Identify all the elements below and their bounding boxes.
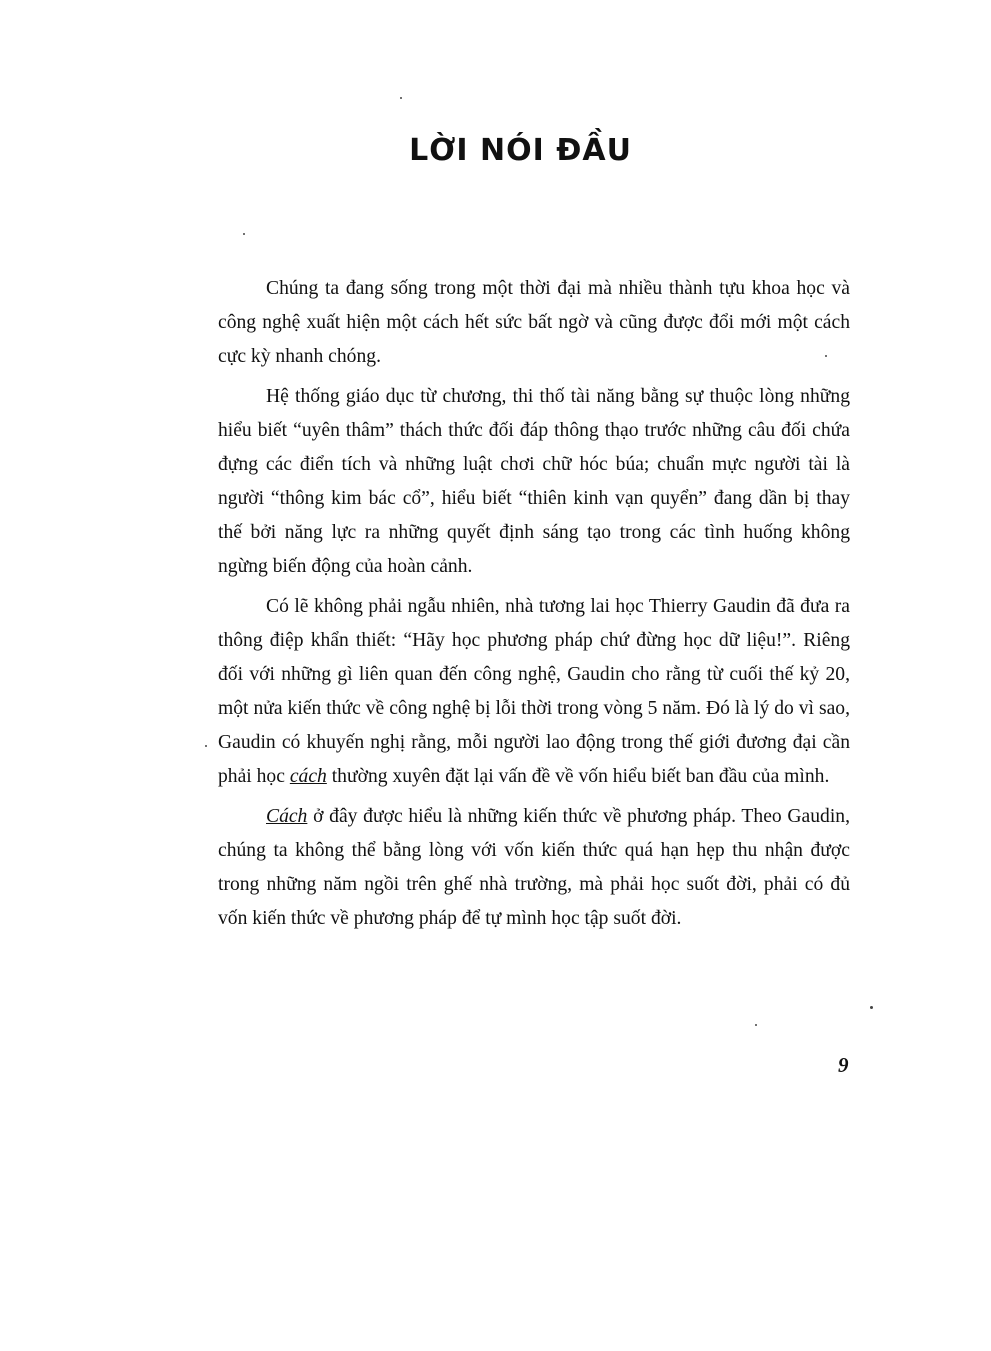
paragraph-1-text: Chúng ta đang sống trong một thời đại mà nhiều thành tựu khoa học và công nghệ xuất hiện một cách hết sức bất ngờ và cũng được đổi mới một cách cực kỳ nhanh chóng.: [218, 278, 850, 367]
body-text: [218, 272, 850, 942]
paragraph-4-text: ở đây được hiểu là những kiến thức về phương pháp. Theo Gaudin, chúng ta không thể bằng lòng với vốn kiến thức quá hạn hẹp thu nhận được trong những năm ngồi trên ghế nhà trường, mà phải học suốt đời, phải có đủ vốn kiến thức về phương pháp để tự mình học tập suốt đời.: [218, 806, 850, 929]
paragraph-4: [218, 800, 850, 936]
emphasis-cach-start: Cách: [266, 806, 308, 827]
page-title: LỜI NÓI ĐẦU: [409, 133, 632, 168]
emphasis-cach: cách: [289, 766, 327, 787]
scan-speck: [870, 1006, 873, 1009]
paragraph-3-text-after: thường xuyên đặt lại vấn đề về vốn hiểu biết ban đầu của mình.: [326, 766, 830, 787]
paragraph-3-text-before: Có lẽ không phải ngẫu nhiên, nhà tương lai học Thierry Gaudin đã đưa ra thông điệp khẩn thiết: “Hãy học phương pháp chứ đừng học dữ liệu!”. Riêng đối với những gì liên quan đến công nghệ, Gaudin cho rằng từ cuối thế kỷ 20, một nửa kiến thức về công nghệ bị lỗi thời trong vòng 5 năm. Đó là lý do vì sao, Gaudin có khuyến nghị rằng, mỗi người lao động trong thế giới đương đại cần phải học: [218, 596, 850, 787]
scan-speck: [755, 1024, 757, 1026]
scan-speck: [205, 745, 207, 747]
page-number: 9: [838, 1053, 849, 1077]
scan-speck: [400, 97, 402, 99]
paragraph-3: [218, 590, 850, 794]
paragraph-1: [218, 272, 850, 374]
scan-speck: [243, 233, 245, 235]
paragraph-2-text: Hệ thống giáo dục từ chương, thi thố tài năng bằng sự thuộc lòng những hiểu biết “uyên thâm” thách thức đối đáp thông thạo trước những câu đối chứa đựng các điển tích và những luật chơi chữ hóc búa; chuẩn mực người tài là người “thông kim bác cổ”, hiểu biết “thiên kinh vạn quyển” đang dần bị thay thế bởi năng lực ra những quyết định sáng tạo trong các tình huống không ngừng biến động của hoàn cảnh.: [218, 386, 850, 577]
paragraph-2: [218, 380, 850, 584]
